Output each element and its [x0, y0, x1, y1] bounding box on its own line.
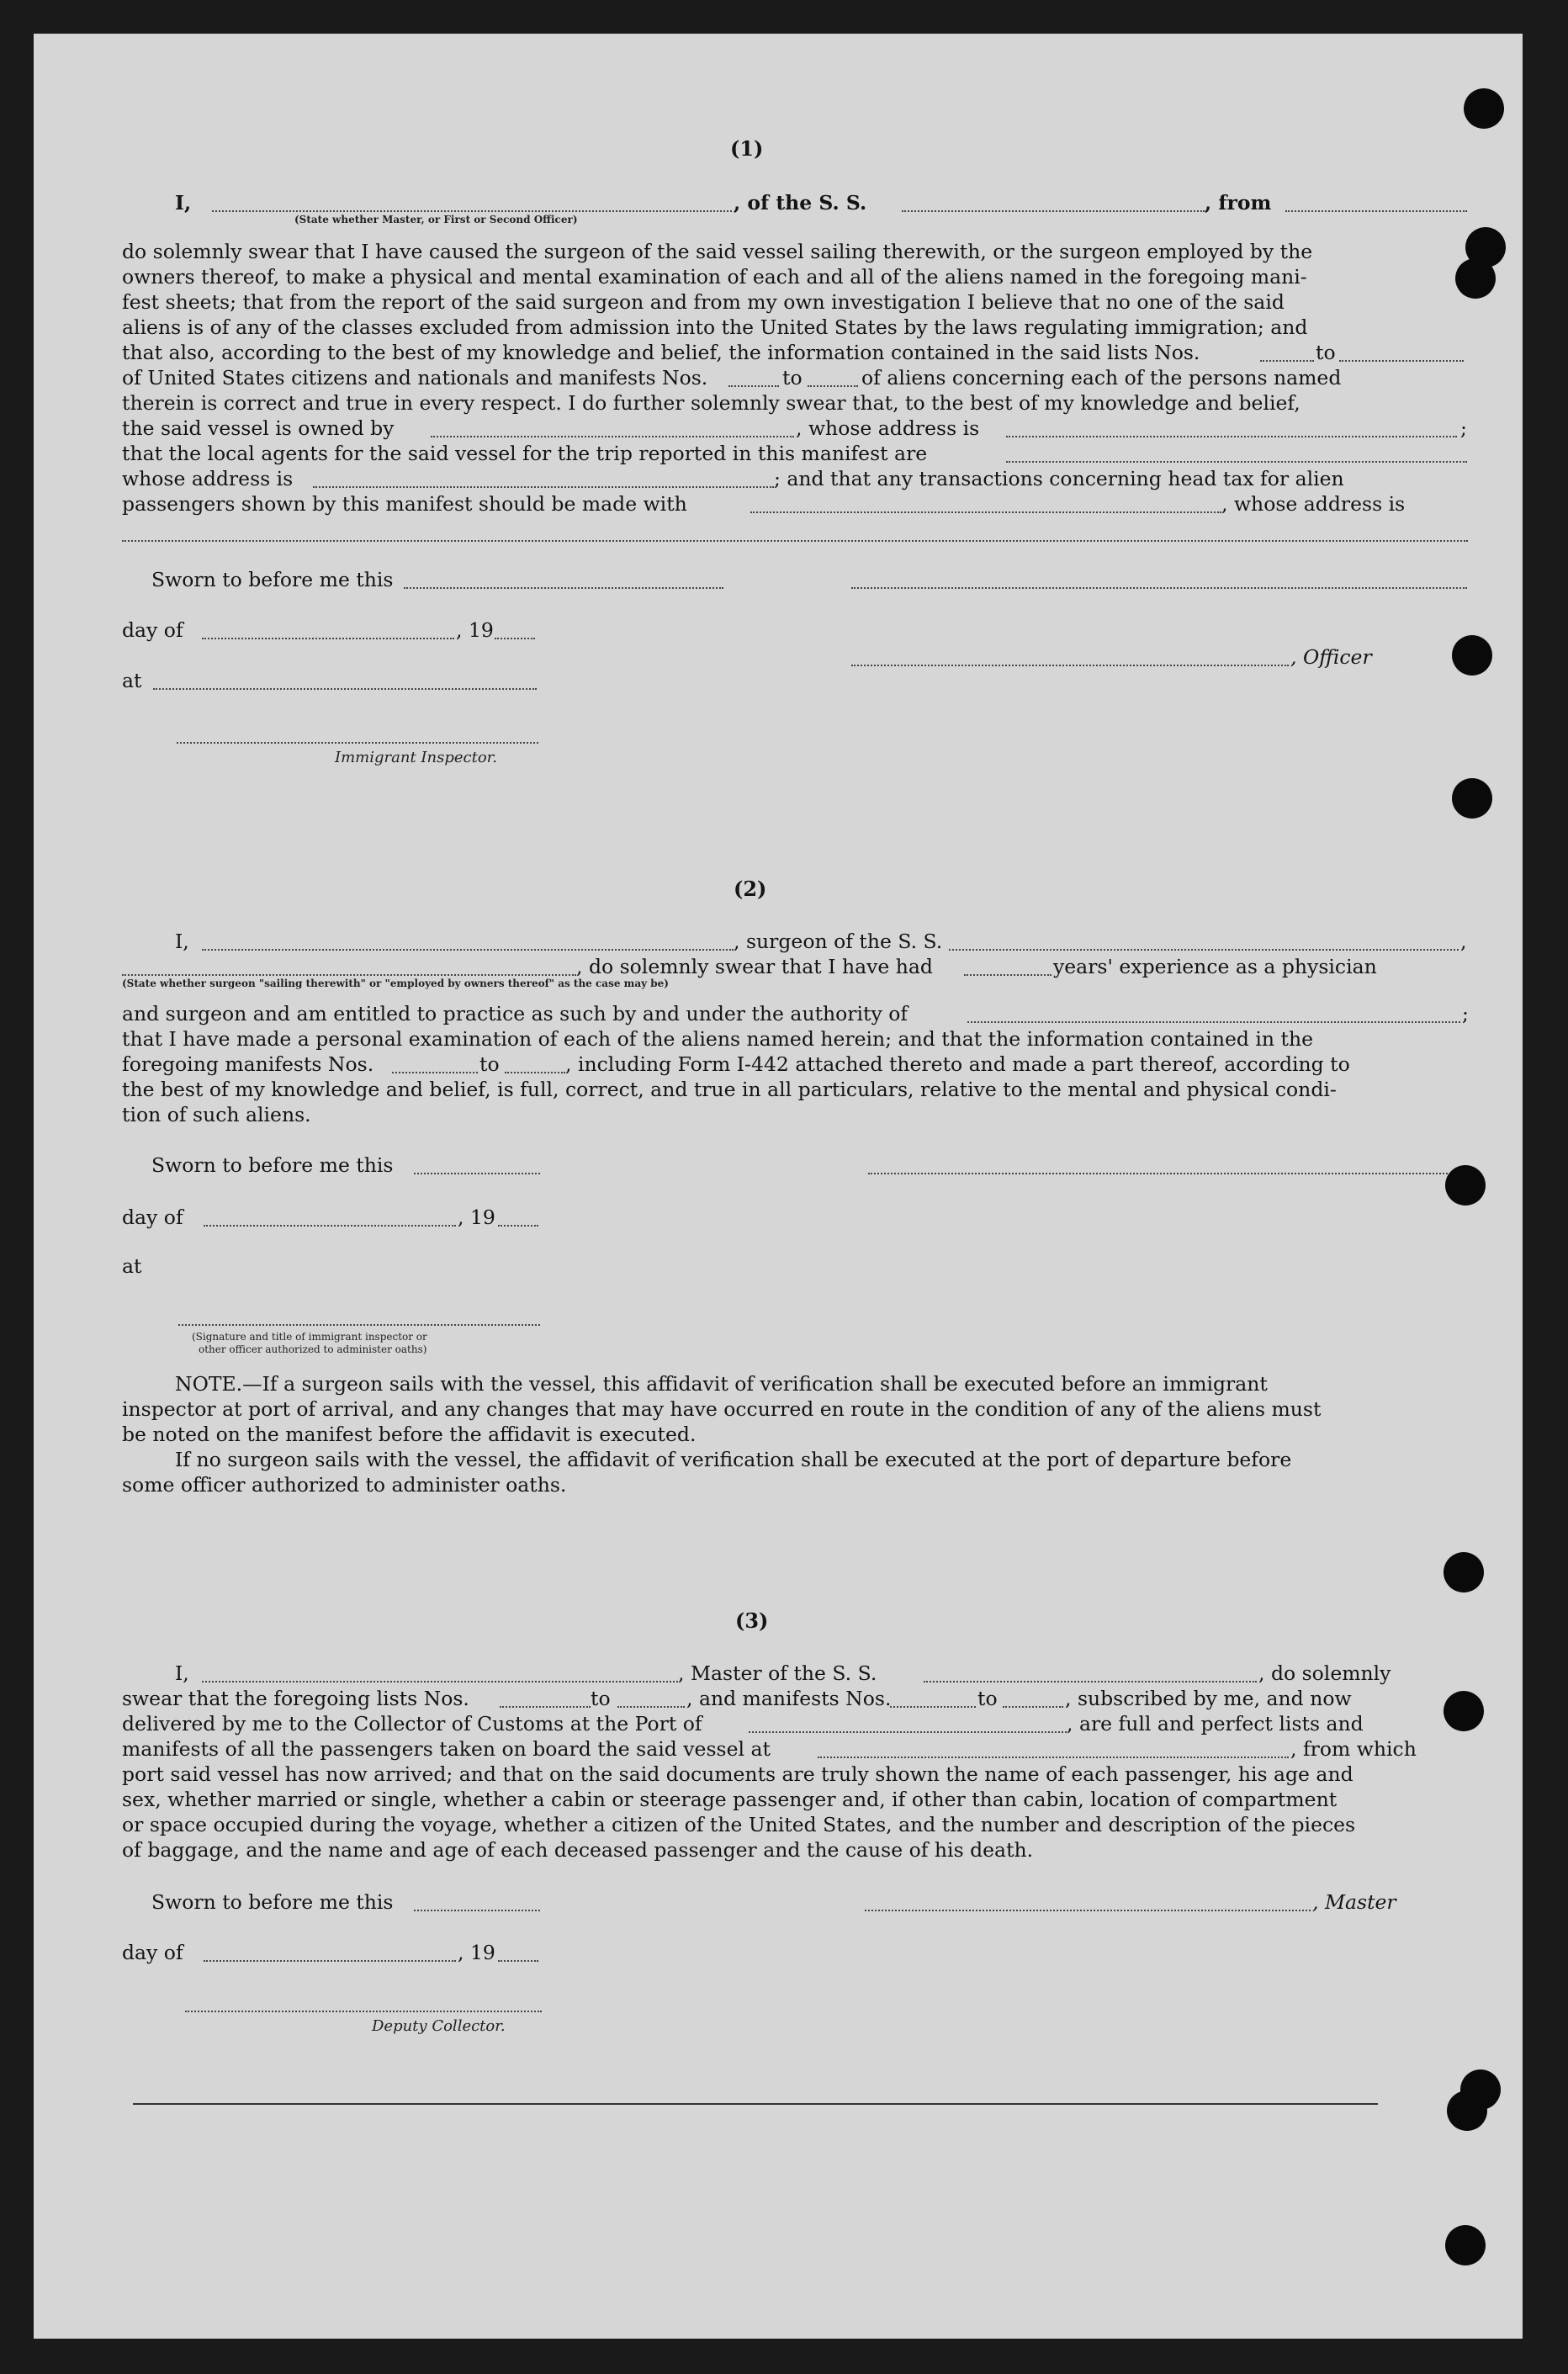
punch-hole	[1445, 2225, 1486, 2265]
s1-day-blank[interactable]	[202, 638, 454, 639]
s2-day-blank[interactable]	[204, 1225, 456, 1227]
s1-officer-label: , Officer	[1290, 645, 1372, 669]
s2-note-line: If no surgeon sails with the vessel, the affidavit of verification shall be executed at the port of departure before	[175, 1448, 1292, 1471]
s3-para-line: of baggage, and the name and age of each deceased passenger and the cause of his death.	[122, 1838, 1034, 1862]
s3-name-blank[interactable]	[202, 1681, 678, 1682]
s1-officer-blank[interactable]	[851, 665, 1289, 666]
s1-para-line: do solemnly swear that I have caused the surgeon of the said vessel sailing therewith, or the surgeon employed by the	[122, 240, 1313, 263]
section-3-header: (3)	[735, 1608, 769, 1633]
s2-para-line: tion of such aliens.	[122, 1103, 311, 1126]
s3-line1-master: , Master of the S. S.	[678, 1661, 877, 1685]
s3-sworn-label: Sworn to before me this	[151, 1890, 394, 1914]
s3-para-to: to	[977, 1687, 998, 1710]
punch-hole	[1444, 1552, 1484, 1592]
s3-day-blank[interactable]	[204, 1960, 456, 1962]
s1-para-semi: ;	[1460, 416, 1467, 440]
punch-hole	[1452, 635, 1492, 676]
s1-para-line: the said vessel is owned by	[122, 416, 395, 440]
s1-from-blank[interactable]	[1285, 210, 1467, 212]
s1-para-line: passengers shown by this manifest should be made with	[122, 492, 687, 516]
s1-para-line: that the local agents for the said vessel for the trip reported in this manifest are	[122, 442, 928, 465]
s2-status-blank[interactable]	[122, 974, 576, 976]
s3-port-blank[interactable]	[749, 1731, 1067, 1733]
s2-manifests-from-blank[interactable]	[392, 1072, 478, 1073]
s1-para-line: that also, according to the best of my knowledge and belief, the information contained in the said lists Nos.	[122, 341, 1200, 364]
s1-agents-address-blank[interactable]	[313, 486, 774, 488]
s3-line1-swear: , do solemnly	[1258, 1661, 1391, 1685]
s1-line1-from: , from	[1205, 191, 1272, 215]
s2-sworn-blank[interactable]	[414, 1173, 540, 1174]
s3-para-lists: , are full and perfect lists and	[1067, 1712, 1364, 1735]
s1-manifests-from-blank[interactable]	[728, 385, 779, 387]
s3-para-line: delivered by me to the Collector of Customs at the Port of	[122, 1712, 702, 1735]
punch-hole	[1444, 1691, 1484, 1731]
s1-lists-to-blank[interactable]	[1339, 360, 1464, 362]
s2-para-line: foregoing manifests Nos.	[122, 1052, 374, 1076]
s2-line1-comma: ,	[1460, 930, 1467, 953]
s1-owner-blank[interactable]	[431, 436, 794, 437]
s1-para-line: therein is correct and true in every respect. I do further solemnly swear that, to the best of my knowledge and belief,	[122, 391, 1300, 415]
s2-years-blank[interactable]	[964, 974, 1052, 976]
s2-note-line: be noted on the manifest before the affidavit is executed.	[122, 1423, 697, 1446]
s1-para-to: to	[1316, 341, 1336, 364]
s2-note-line: inspector at port of arrival, and any changes that may have occurred en route in the condition of any of the aliens must	[122, 1397, 1322, 1421]
s2-note-line: some officer authorized to administer oaths.	[122, 1473, 567, 1497]
s2-line2-years: years' experience as a physician	[1053, 955, 1377, 978]
s2-year-prefix: , 19	[458, 1206, 495, 1229]
s1-para-line: of United States citizens and nationals and manifests Nos.	[122, 366, 708, 389]
s3-master-label: , Master	[1312, 1890, 1396, 1914]
s2-line1-surgeon: , surgeon of the S. S.	[734, 930, 943, 953]
s3-deputy-blank[interactable]	[185, 2011, 542, 2012]
s2-day-of-label: day of	[122, 1206, 183, 1229]
s1-agents-blank[interactable]	[1006, 461, 1467, 463]
s1-manifests-to-blank[interactable]	[808, 385, 858, 387]
s2-name-blank[interactable]	[202, 949, 734, 951]
s2-ship-blank[interactable]	[949, 949, 1459, 951]
s2-at-label: at	[122, 1254, 142, 1278]
s3-ship-blank[interactable]	[924, 1681, 1257, 1682]
s3-para-line: or space occupied during the voyage, whether a citizen of the United States, and the number and description of the pieces	[122, 1813, 1356, 1836]
s1-line1-of-ss: , of the S. S.	[734, 191, 867, 215]
punch-hole	[1464, 88, 1504, 129]
s1-at-blank[interactable]	[153, 688, 537, 690]
s3-year-blank[interactable]	[498, 1960, 538, 1962]
s2-sworn-label: Sworn to before me this	[151, 1153, 394, 1177]
s2-authority-blank[interactable]	[967, 1021, 1460, 1023]
s1-ship-blank[interactable]	[902, 210, 1205, 212]
s2-para-line: the best of my knowledge and belief, is full, correct, and true in all particulars, relative to the mental and physical condi-	[122, 1078, 1337, 1101]
s3-manifests-from-blank[interactable]	[890, 1706, 976, 1708]
s1-para-aliens: of aliens concerning each of the persons named	[861, 366, 1342, 389]
bottom-rule	[133, 2103, 1378, 2105]
section-1-header: (1)	[730, 136, 764, 161]
s2-line1-i: I,	[175, 930, 189, 953]
s1-line1-i: I,	[175, 191, 192, 215]
s2-signature-caption-2: other officer authorized to administer oaths)	[199, 1343, 427, 1355]
s1-rank-blank[interactable]	[212, 210, 732, 212]
s2-inspector-blank[interactable]	[178, 1324, 540, 1326]
punch-hole	[1447, 2090, 1487, 2131]
section-2-header: (2)	[734, 877, 767, 901]
s1-lists-from-blank[interactable]	[1260, 360, 1314, 362]
manifest-page	[34, 34, 1523, 2339]
s1-para-line: aliens is of any of the classes excluded from admission into the United States by the laws regulating immigration; and	[122, 315, 1308, 339]
s1-headtax-blank[interactable]	[750, 511, 1221, 513]
s3-day-of-label: day of	[122, 1941, 183, 1964]
s3-para-to: to	[591, 1687, 611, 1710]
s2-para-line: and surgeon and am entitled to practice as such by and under the authority of	[122, 1002, 908, 1025]
s3-manifests-to-blank[interactable]	[1003, 1706, 1063, 1708]
s3-embark-blank[interactable]	[818, 1757, 1289, 1758]
s3-para-line: sex, whether married or single, whether a cabin or steerage passenger and, if other than cabin, location of compartment	[122, 1788, 1338, 1811]
punch-hole	[1445, 1165, 1486, 1206]
s1-para-line: fest sheets; that from the report of the said surgeon and from my own investigation I believe that no one of the said	[122, 290, 1285, 314]
s1-para-whose: , whose address is	[796, 416, 980, 440]
s1-at-label: at	[122, 669, 142, 692]
s2-para-line: that I have made a personal examination of each of the aliens named herein; and that the information contained in the	[122, 1027, 1313, 1051]
s2-para-to: to	[479, 1052, 500, 1076]
s3-para-manifests: , and manifests Nos.	[686, 1687, 892, 1710]
s3-year-prefix: , 19	[458, 1941, 495, 1964]
s1-year-prefix: , 19	[456, 618, 494, 642]
s1-sworn-label: Sworn to before me this	[151, 568, 394, 591]
s2-para-semi: ;	[1462, 1002, 1469, 1025]
s1-para-to: to	[782, 366, 803, 389]
s2-signature-caption-1: (Signature and title of immigrant inspector or	[192, 1331, 427, 1343]
s1-para-whose2: , whose address is	[1221, 492, 1406, 516]
s3-para-line: manifests of all the passengers taken on board the said vessel at	[122, 1737, 771, 1761]
s3-master-blank[interactable]	[865, 1910, 1311, 1911]
s1-para-headtax: ; and that any transactions concerning head tax for alien	[774, 467, 1344, 490]
punch-hole	[1452, 778, 1492, 819]
s3-para-line: port said vessel has now arrived; and that on the said documents are truly shown the name of each passenger, his age and	[122, 1762, 1353, 1786]
s2-manifests-to-blank[interactable]	[505, 1072, 565, 1073]
s1-inspector-blank[interactable]	[177, 742, 538, 744]
s1-rank-caption: (State whether Master, or First or Second Officer)	[294, 214, 578, 225]
s1-sworn-blank[interactable]	[404, 587, 723, 589]
s2-status-caption: (State whether surgeon "sailing therewith" or "employed by owners thereof" as the case may be)	[122, 978, 669, 989]
s3-para-fromwhich: , from which	[1290, 1737, 1417, 1761]
s1-inspector-caption: Immigrant Inspector.	[335, 749, 498, 766]
s3-para-subscribed: , subscribed by me, and now	[1065, 1687, 1352, 1710]
s3-lists-to-blank[interactable]	[617, 1706, 685, 1708]
s2-note-line: NOTE.—If a surgeon sails with the vessel, this affidavit of verification shall be executed before an immigrant	[175, 1372, 1268, 1396]
s2-signature-blank[interactable]	[868, 1173, 1467, 1174]
s3-deputy-caption: Deputy Collector.	[372, 2017, 506, 2035]
s1-headtax-address-blank[interactable]	[122, 540, 1468, 542]
punch-hole	[1455, 258, 1496, 299]
s3-lists-from-blank[interactable]	[500, 1706, 591, 1708]
s1-year-blank[interactable]	[495, 638, 535, 639]
s1-day-of-label: day of	[122, 618, 183, 642]
s3-para-line: swear that the foregoing lists Nos.	[122, 1687, 469, 1710]
s2-line2-swear: , do solemnly swear that I have had	[576, 955, 933, 978]
s3-line1-i: I,	[175, 1661, 189, 1685]
s2-para-form: , including Form I-442 attached thereto and made a part thereof, according to	[565, 1052, 1350, 1076]
s1-para-line: whose address is	[122, 467, 294, 490]
s1-para-line: owners thereof, to make a physical and mental examination of each and all of the aliens named in the foregoing mani-	[122, 265, 1307, 289]
s1-signature-blank[interactable]	[851, 587, 1467, 589]
s3-sworn-blank[interactable]	[414, 1910, 540, 1911]
s1-owner-address-blank[interactable]	[1006, 436, 1457, 437]
s2-year-blank[interactable]	[498, 1225, 538, 1227]
